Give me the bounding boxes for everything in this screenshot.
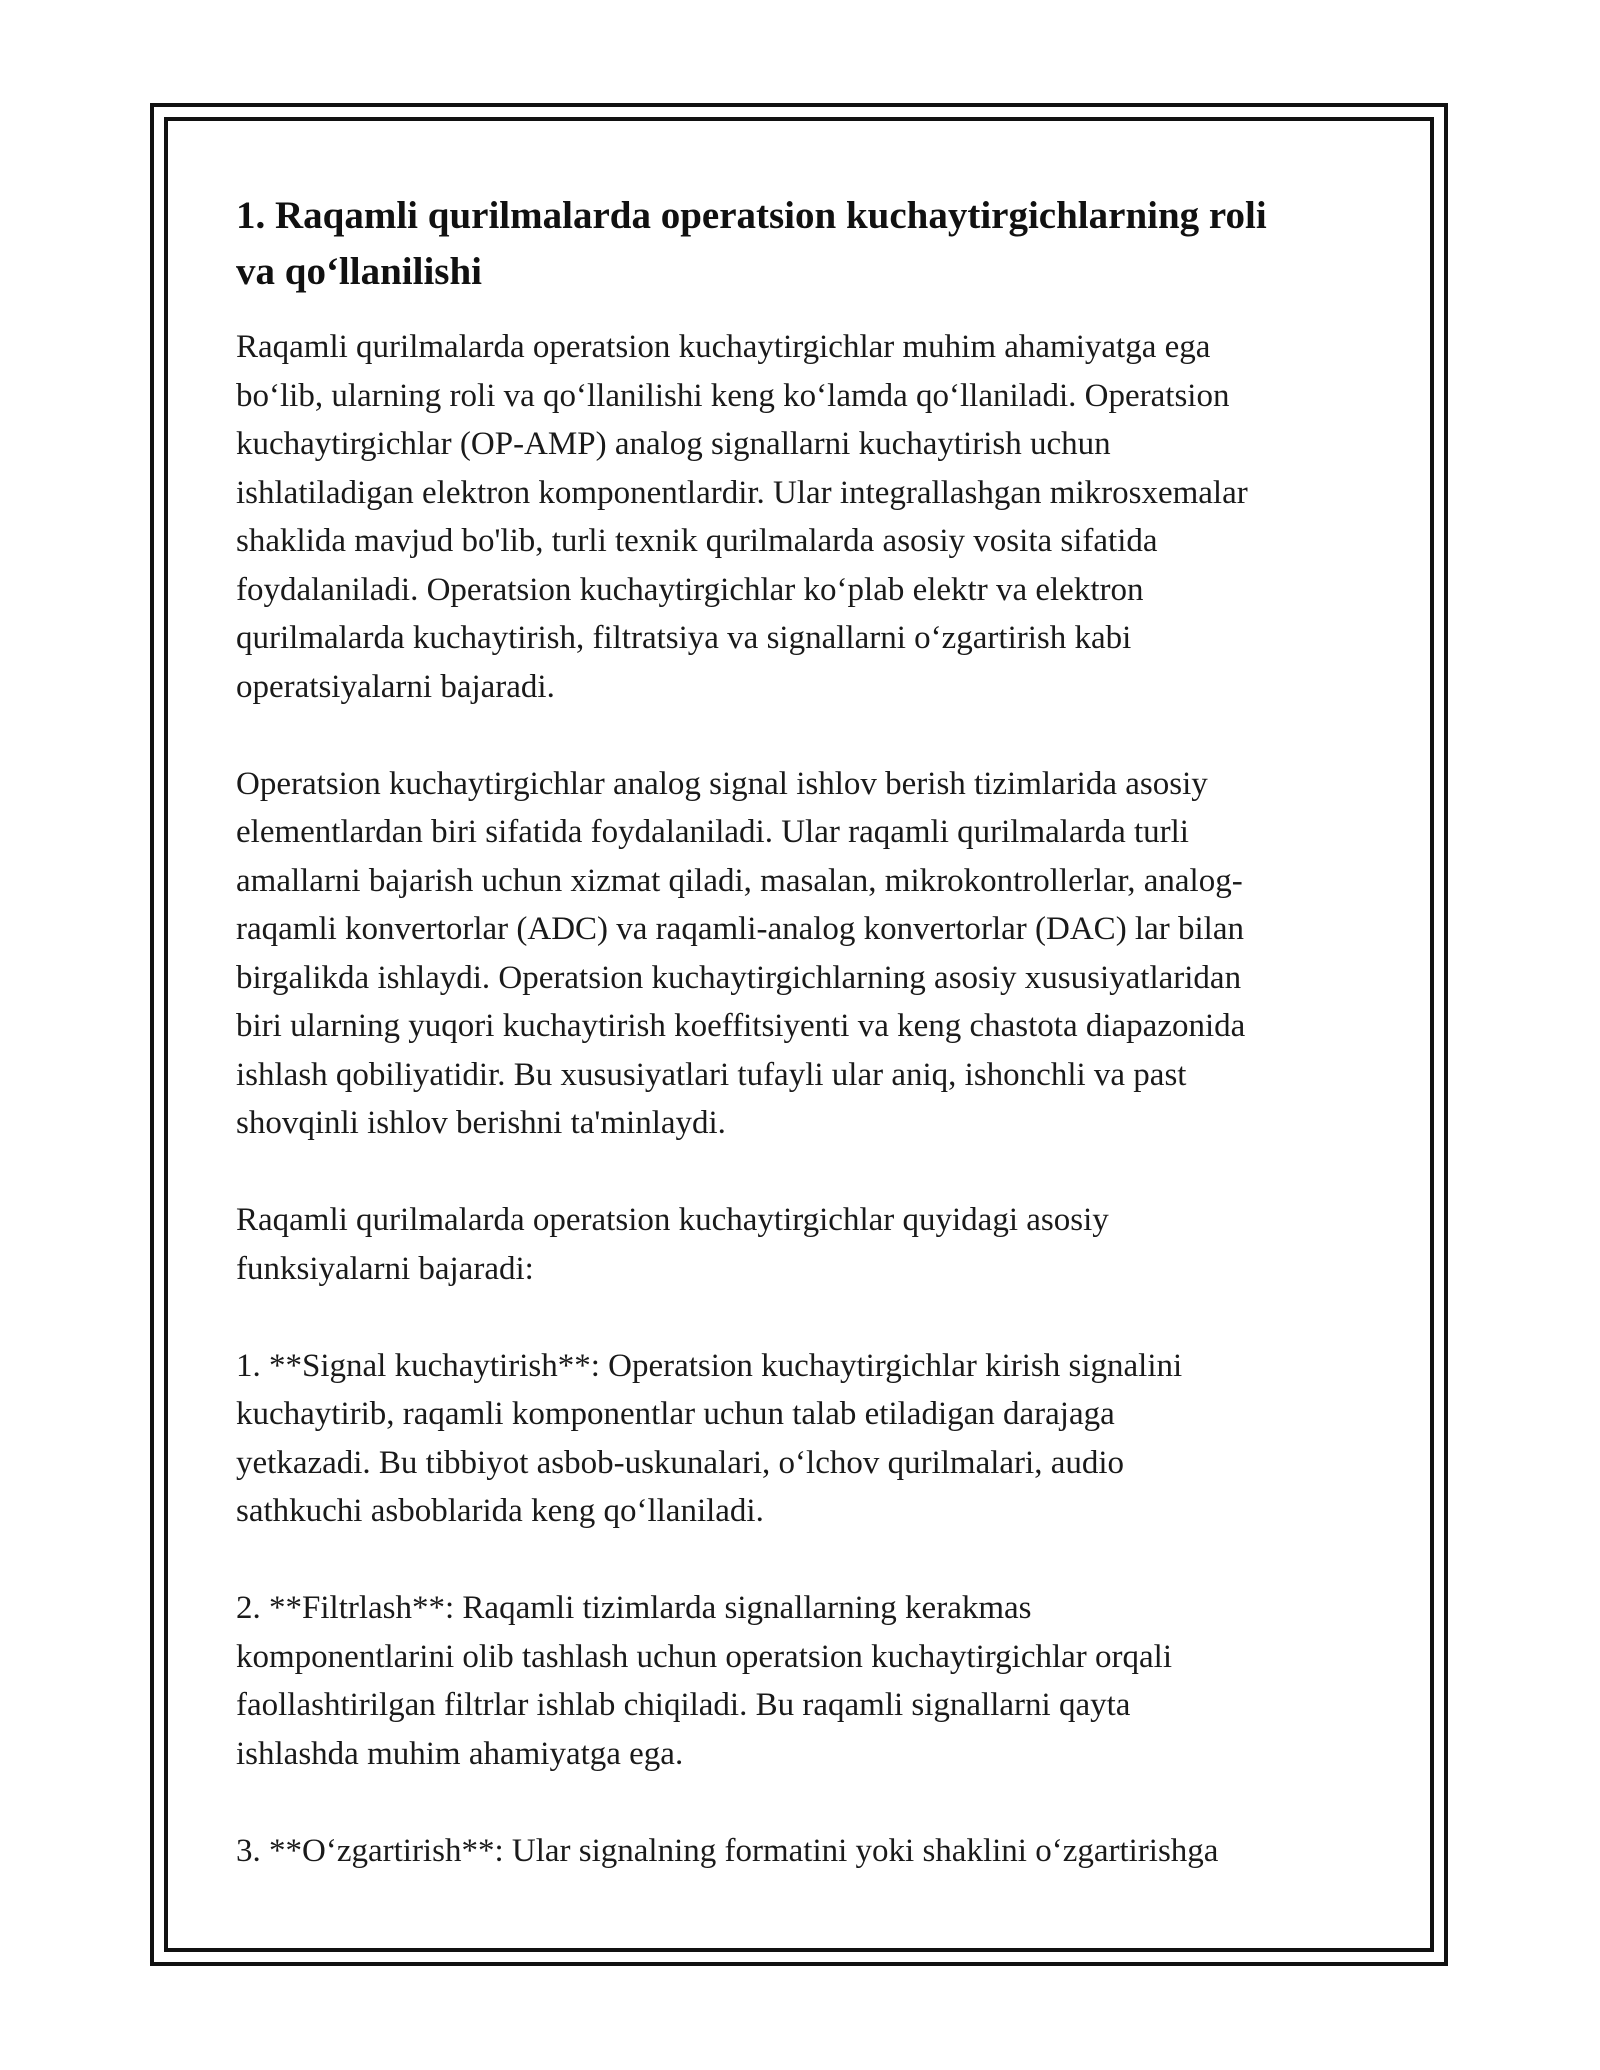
list-item-filtering [236,1584,1376,1778]
list-item-conversion [236,1827,1376,1876]
text-line: ishlashda muhim ahamiyatga ega. [236,1735,684,1772]
text-line: kuchaytirgichlar (OP-AMP) analog signallarni kuchaytirish uchun [236,426,1111,462]
text-line: Raqamli qurilmalarda operatsion kuchaytirgichlar quyidagi asosiy [236,1202,1109,1238]
paragraph-gap [236,1148,1376,1197]
text-line: raqamli konvertorlar (ADC) va raqamli-analog konvertorlar (DAC) lar bilan [236,911,1244,947]
list-item-signal-amplification [236,1342,1376,1536]
text-line: bo‘lib, ularning roli va qo‘llanilishi keng ko‘lamda qo‘llaniladi. Operatsion [236,377,1230,414]
text-line: Raqamli qurilmalarda operatsion kuchaytirgichlar muhim ahamiyatga ega [236,329,1211,365]
text-line: foydalaniladi. Operatsion kuchaytirgichlar ko‘plab elektr va elektron [236,571,1144,608]
text-line: qurilmalarda kuchaytirish, filtratsiya va signallarni o‘zgartirish kabi [236,620,1132,656]
document-body [236,188,1376,1875]
paragraph-functions-intro [236,1196,1376,1293]
paragraph-gap [236,1778,1376,1827]
text-line: elementlardan biri sifatida foydalaniladi. Ular raqamli qurilmalarda turli [236,814,1189,850]
text-line: operatsiyalarni bajaradi. [236,668,555,705]
text-line: birgalikda ishlaydi. Operatsion kuchaytirgichlarning asosiy xususiyatlaridan [236,959,1242,996]
text-line: sathkuchi asboblarida keng qo‘llaniladi. [236,1493,764,1529]
text-line: ishlash qobiliyatidir. Bu xususiyatlari tufayli ular aniq, ishonchli va past [236,1056,1187,1093]
paragraph-gap [236,1536,1376,1585]
text-line: Operatsion kuchaytirgichlar analog signal ishlov berish tizimlarida asosiy [236,765,1208,802]
section-heading [236,188,1376,300]
text-line: shaklida mavjud bo'lib, turli texnik qurilmalarda asosiy vosita sifatida [236,523,1158,559]
paragraph-intro [236,323,1376,711]
paragraph-gap [236,711,1376,760]
text-line: faollashtirilgan filtrlar ishlab chiqiladi. Bu raqamli signallarni qayta [236,1687,1131,1723]
text-line: shovqinli ishlov berishni ta'minlaydi. [236,1105,726,1141]
text-line: 1. **Signal kuchaytirish**: Operatsion kuchaytirgichlar kirish signalini [236,1347,1183,1384]
text-line: 3. **O‘zgartirish**: Ular signalning formatini yoki shaklini o‘zgartirishga [236,1832,1219,1869]
heading-line: va qo‘llanilishi [236,250,482,293]
text-line: komponentlarini olib tashlash uchun operatsion kuchaytirgichlar orqali [236,1638,1173,1675]
text-line: 2. **Filtrlash**: Raqamli tizimlarda signallarning kerakmas [236,1590,1032,1626]
heading-line: 1. Raqamli qurilmalarda operatsion kuchaytirgichlarning roli [236,194,1267,237]
text-line: yetkazadi. Bu tibbiyot asbob-uskunalari, o‘lchov qurilmalari, audio [236,1444,1125,1481]
paragraph-analog-processing [236,760,1376,1148]
text-line: funksiyalarni bajaradi: [236,1250,534,1287]
text-line: kuchaytirib, raqamli komponentlar uchun talab etiladigan darajaga [236,1396,1115,1432]
text-line: ishlatiladigan elektron komponentlardir. Ular integrallashgan mikrosxemalar [236,474,1248,511]
text-line: amallarni bajarish uchun xizmat qiladi, masalan, mikrokontrollerlar, analog- [236,862,1243,899]
paragraph-gap [236,1293,1376,1342]
text-line: biri ularning yuqori kuchaytirish koeffitsiyenti va keng chastota diapazonida [236,1008,1246,1044]
